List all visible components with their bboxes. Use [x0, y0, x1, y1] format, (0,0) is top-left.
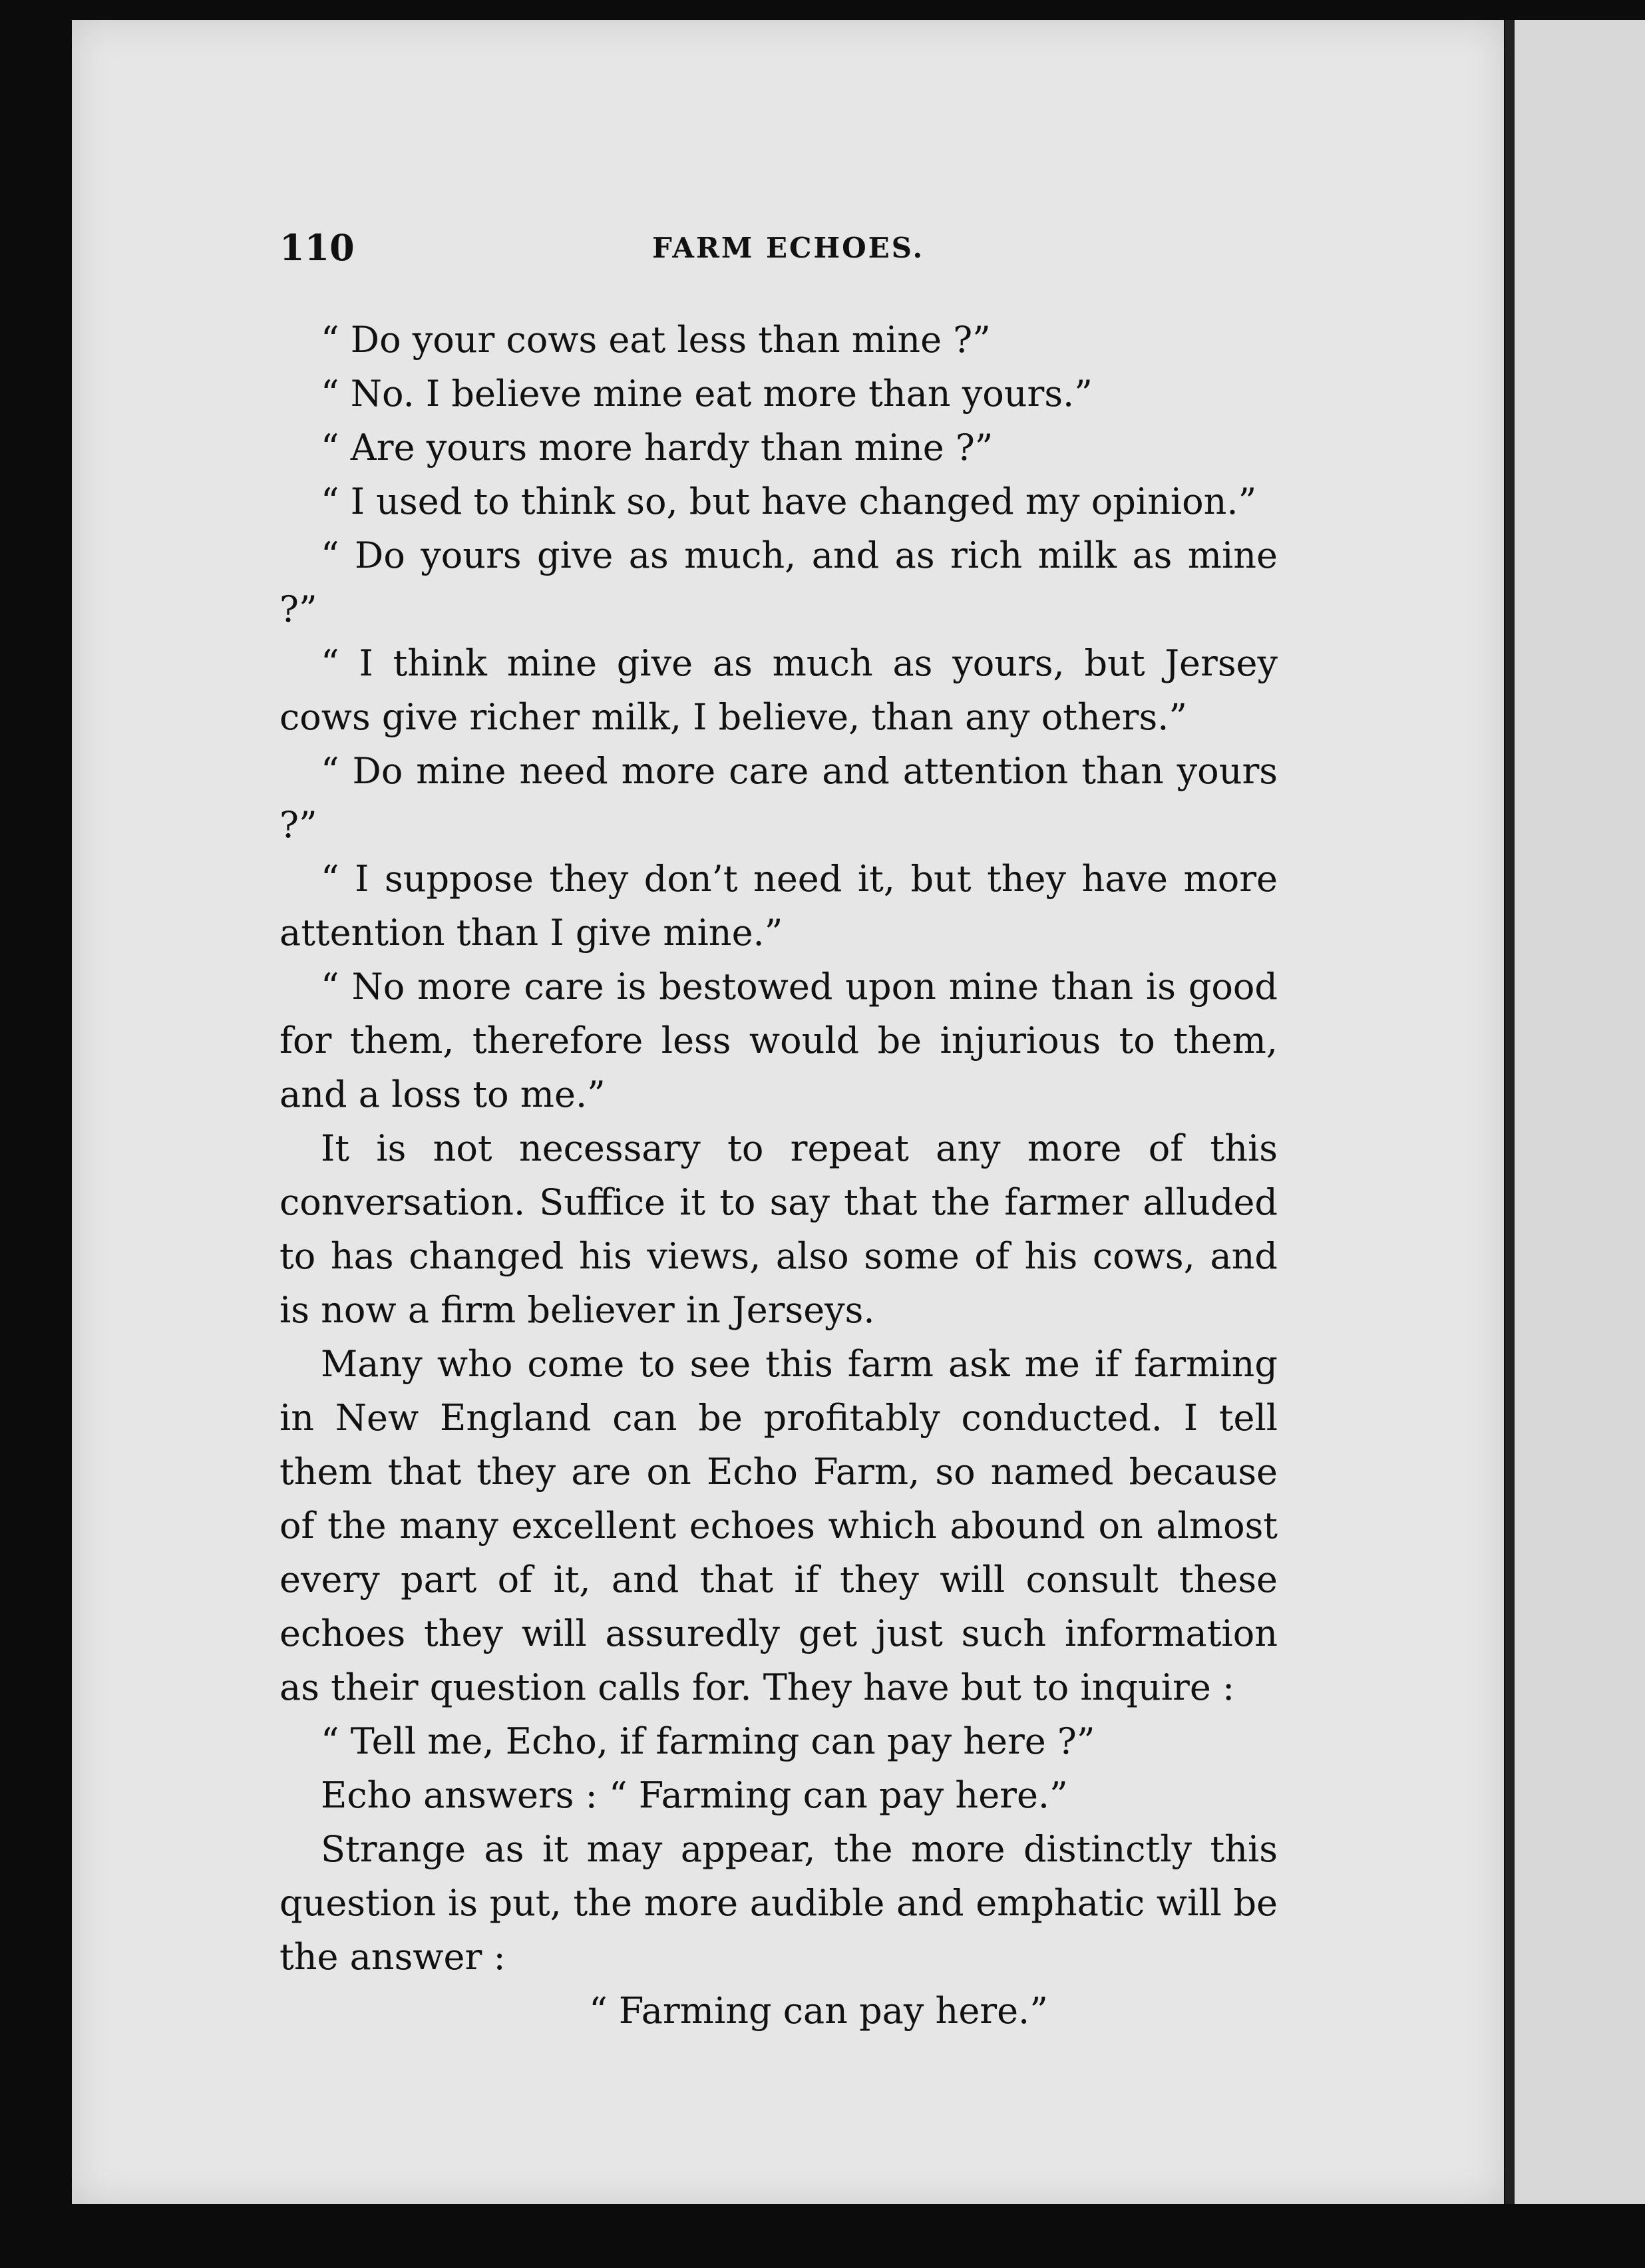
paragraph: “ No more care is bestowed upon mine than is good for them, therefore less would be injurious to them, and a loss to me.”	[279, 966, 1278, 1115]
page-header	[279, 226, 1278, 280]
paragraph: “ I used to think so, but have changed my opinion.”	[321, 480, 1257, 522]
paragraph: “ I suppose they don’t need it, but they have more attention than I give mine.”	[279, 858, 1278, 954]
paragraph: Strange as it may appear, the more distinctly this question is put, the more audible and emphatic will be the answer :	[279, 1828, 1278, 1978]
page-number: 110	[279, 226, 355, 269]
paragraph: Many who come to see this farm ask me if farming in New England can be profitably conducted. I tell them that they are on Echo Farm, so named because of the many excellent echoes which abound on almost every part of it, and that if they will consult these echoes they will assuredly get just such information as their question calls for. They have but to inquire :	[279, 1343, 1278, 1708]
paragraph: “ Do yours give as much, and as rich milk as mine ?”	[279, 534, 1278, 630]
paragraph: It is not necessary to repeat any more of this conversation. Suffice it to say that the farmer alluded to has changed his views, also some of his cows, and is now a firm believer in Jerseys.	[279, 1127, 1278, 1331]
page-text	[279, 313, 1278, 2038]
paragraph: “ Do your cows eat less than mine ?”	[321, 319, 991, 361]
next-page-edge	[1505, 20, 1645, 2204]
running-title: FARM ECHOES.	[652, 232, 925, 264]
paragraph: “ Are yours more hardy than mine ?”	[321, 427, 994, 469]
paragraph: Echo answers : “ Farming can pay here.”	[321, 1774, 1068, 1816]
closing-quote: “ Farming can pay here.”	[589, 1990, 1048, 2032]
paragraph: “ Do mine need more care and attention than yours ?”	[279, 750, 1278, 846]
paragraph: “ I think mine give as much as yours, but Jersey cows give richer milk, I believe, than any others.”	[279, 642, 1278, 738]
paragraph: “ Tell me, Echo, if farming can pay here ?”	[321, 1720, 1095, 1762]
paragraph: “ No. I believe mine eat more than yours.”	[321, 373, 1093, 415]
